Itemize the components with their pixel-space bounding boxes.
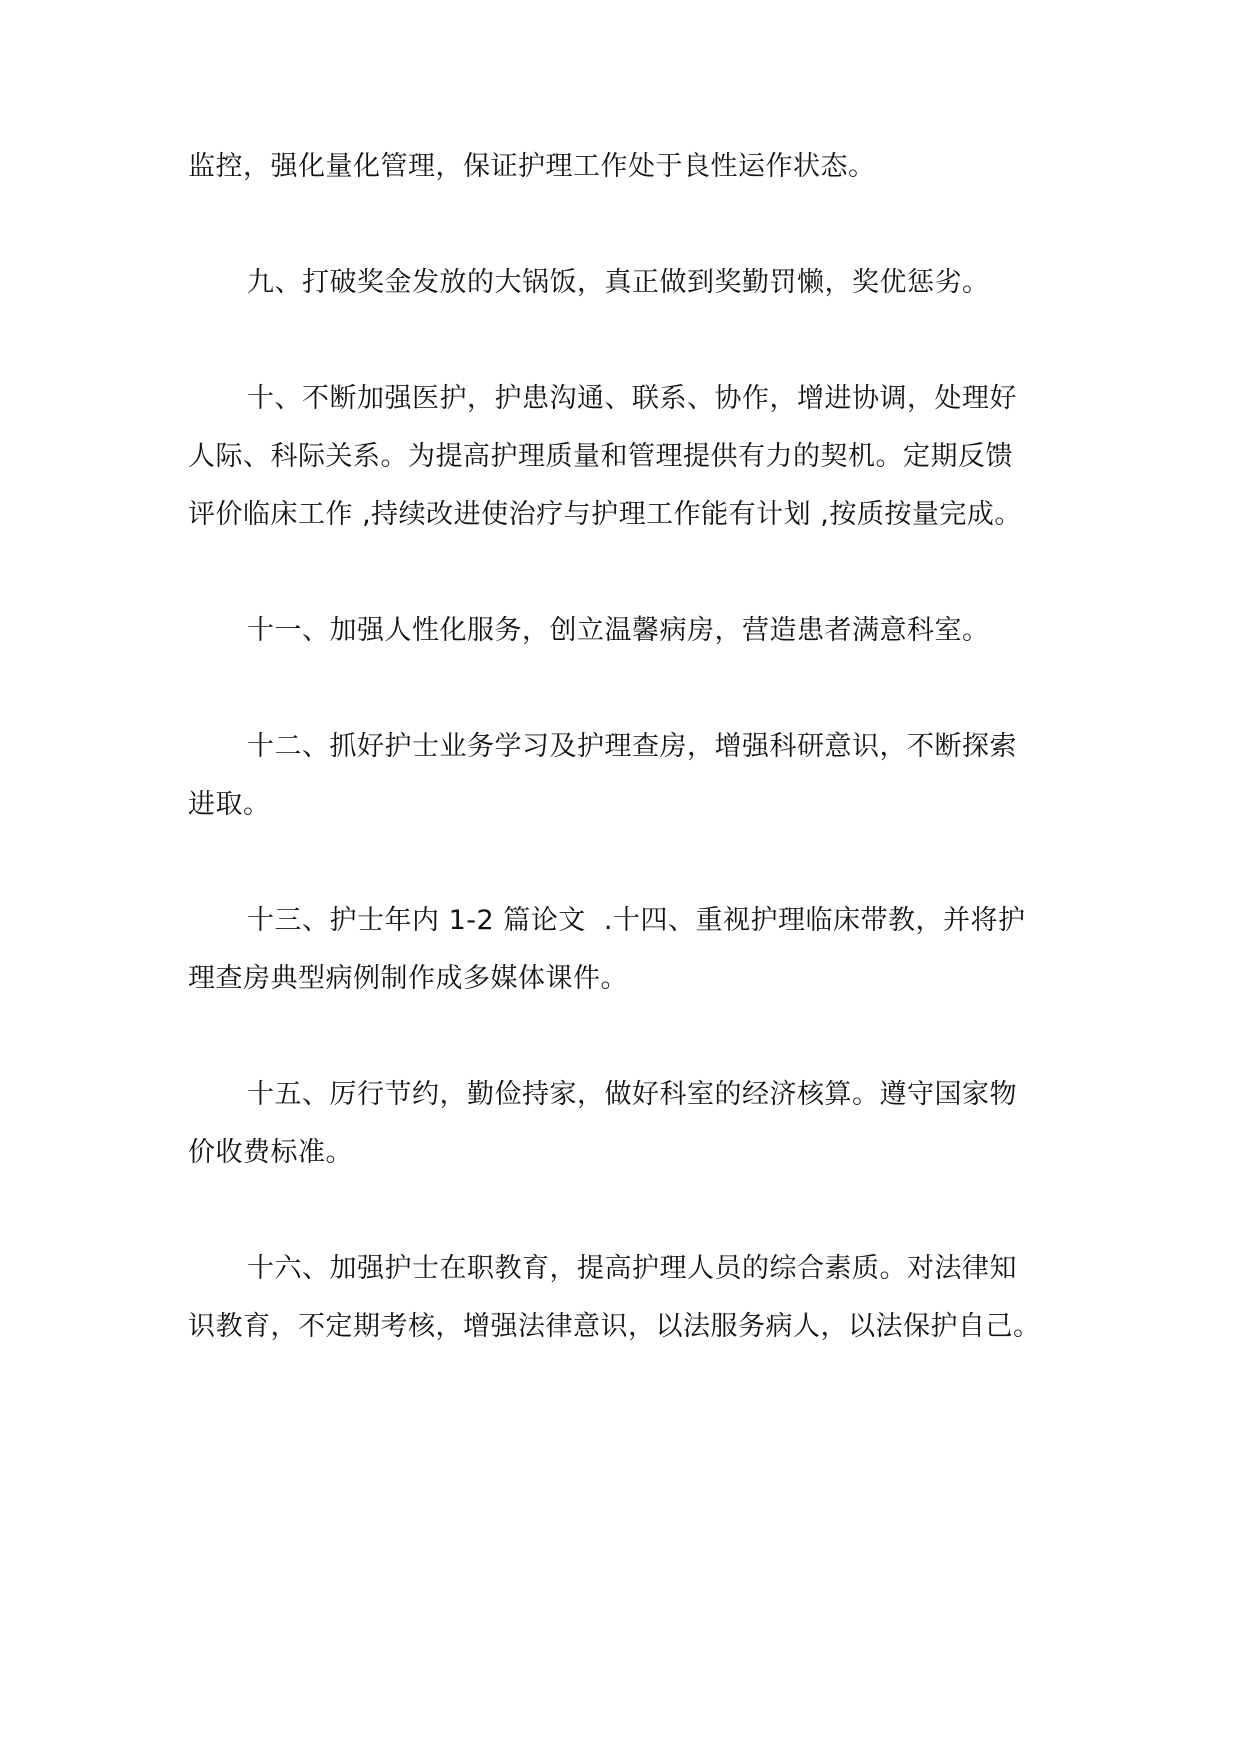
paragraph-item-15-line-1: 十五、厉行节约，勤俭持家，做好科室的经济核算。遵守国家物 (247, 1079, 1017, 1110)
paragraph-item-12-line-1: 十二、抓好护士业务学习及护理查房，增强科研意识，不断探索 (247, 731, 1017, 762)
paragraph-item-10-line-3: 评价临床工作 ,持续改进使治疗与护理工作能有计划 ,按质按量完成。 (188, 499, 1022, 530)
paragraph-item-11: 十一、加强人性化服务，创立温馨病房，营造患者满意科室。 (247, 615, 990, 646)
paragraph-item-16-line-1: 十六、加强护士在职教育，提高护理人员的综合素质。对法律知 (247, 1253, 1017, 1284)
paragraph-item-16-line-2: 识教育，不定期考核，增强法律意识，以法服务病人，以法保护自己。 (188, 1311, 1041, 1342)
paragraph-item-12-line-2: 进取。 (188, 789, 271, 820)
paragraph-continuation: 监控，强化量化管理，保证护理工作处于良性运作状态。 (188, 151, 876, 182)
paragraph-item-15-line-2: 价收费标准。 (188, 1137, 353, 1168)
paragraph-item-10-line-2: 人际、科际关系。为提高护理质量和管理提供有力的契机。定期反馈 (188, 441, 1013, 472)
paragraph-item-9: 九、打破奖金发放的大锅饭，真正做到奖勤罚懒，奖优惩劣。 (247, 267, 990, 298)
paragraph-item-13-line-1: 十三、护士年内 1-2 篇论文 .十四、重视护理临床带教，并将护 (247, 905, 1026, 936)
paragraph-item-10-line-1: 十、不断加强医护，护患沟通、联系、协作，增进协调，处理好 (247, 383, 1017, 414)
paragraph-item-13-line-2: 理查房典型病例制作成多媒体课件。 (188, 963, 628, 994)
